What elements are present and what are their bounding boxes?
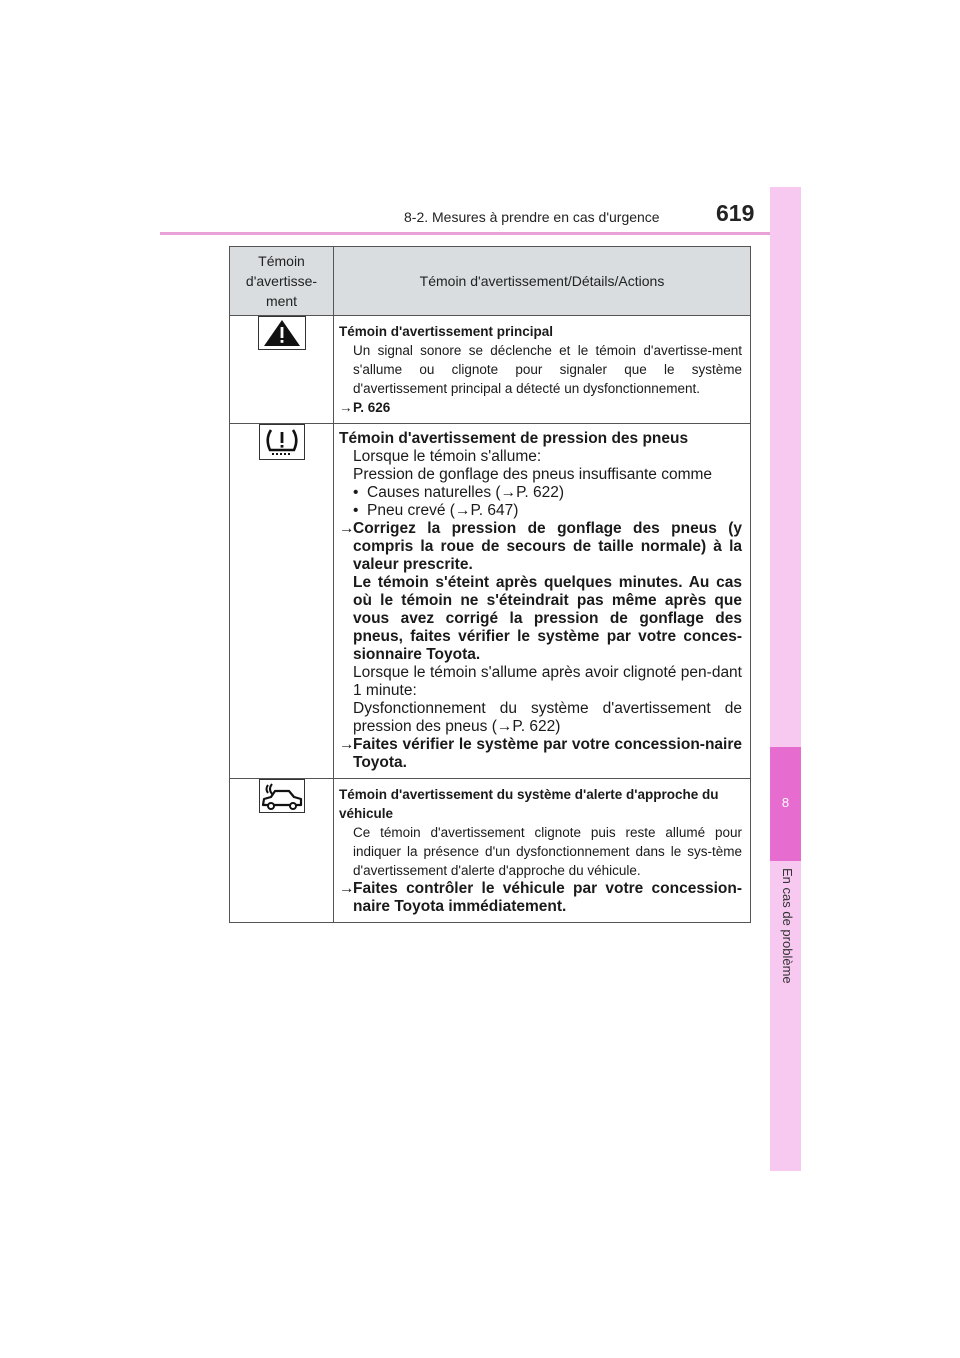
row-condition: Lorsque le témoin s'allume après avoir clignoté pen-dant 1 minute:: [353, 664, 742, 699]
row-action-note: Le témoin s'éteint après quelques minutes. Au cas où le témoin ne s'éteindrait pas même après que vous avez corrigé la pression de gonflage des pneus, faites vérifier le système par votre conces-sionnaire Toyota.: [353, 574, 742, 663]
master-warning-triangle-icon: [258, 316, 306, 350]
row-text: Ce témoin d'avertissement clignote puis reste allumé pour indiquer la présence d'un dysfonctionnement dans le sys-tème d'avertissement d'alerte d'approche du véhicule.: [353, 825, 742, 878]
page-number: 619: [716, 200, 755, 226]
icon-cell: [230, 424, 334, 779]
page-reference: → P. 626: [339, 400, 391, 415]
list-item: • Pneu crevé (→P. 647): [339, 502, 742, 520]
header-icon-column: Témoin d'avertisse- ment: [230, 247, 334, 316]
row-action: → Corrigez la pression de gonflage des pneus (y compris la roue de secours de taille normale) à la valeur prescrite.: [339, 520, 742, 573]
row-malfunction: Dysfonctionnement du système d'avertissement de pression des pneus (→P. 622): [353, 700, 742, 735]
row-action: → Faites vérifier le système par votre concession-naire Toyota.: [339, 736, 742, 771]
tire-pressure-warning-icon: [259, 424, 305, 460]
row-title: Témoin d'avertissement de pression des pneus: [339, 430, 689, 447]
table-row: [230, 779, 751, 923]
table-row: [230, 424, 751, 779]
warning-lights-table: [229, 246, 751, 923]
row-cause-intro: Pression de gonflage des pneus insuffisante comme: [353, 466, 713, 483]
chapter-label: En cas de problème: [780, 868, 795, 984]
chapter-number: 8: [781, 795, 790, 810]
section-title: 8-2. Mesures à prendre en cas d'urgence: [404, 209, 660, 225]
row-action: → Faites contrôler le véhicule par votre concession-naire Toyota immédiatement.: [339, 880, 742, 915]
vehicle-proximity-notification-icon: [259, 779, 305, 813]
icon-cell: [230, 779, 334, 923]
list-item: • Causes naturelles (→P. 622): [339, 484, 742, 502]
description-cell: [334, 424, 751, 779]
description-cell: [334, 316, 751, 424]
header-description-column: Témoin d'avertissement/Détails/Actions: [334, 247, 751, 316]
row-title: Témoin d'avertissement du système d'alerte d'approche du véhicule: [339, 787, 719, 821]
chapter-side-tab: [770, 187, 801, 1171]
row-condition: Lorsque le témoin s'allume:: [353, 448, 542, 465]
table-row: [230, 316, 751, 424]
row-title: Témoin d'avertissement principal: [339, 324, 554, 339]
header-rule: [160, 232, 800, 235]
table-header-row: [230, 247, 751, 316]
description-cell: [334, 779, 751, 923]
row-text: Un signal sonore se déclenche et le témoin d'avertisse-ment s'allume ou clignote pour signaler que le système d'avertissement principal a détecté un dysfonctionnement.: [353, 343, 742, 396]
icon-cell: [230, 316, 334, 424]
